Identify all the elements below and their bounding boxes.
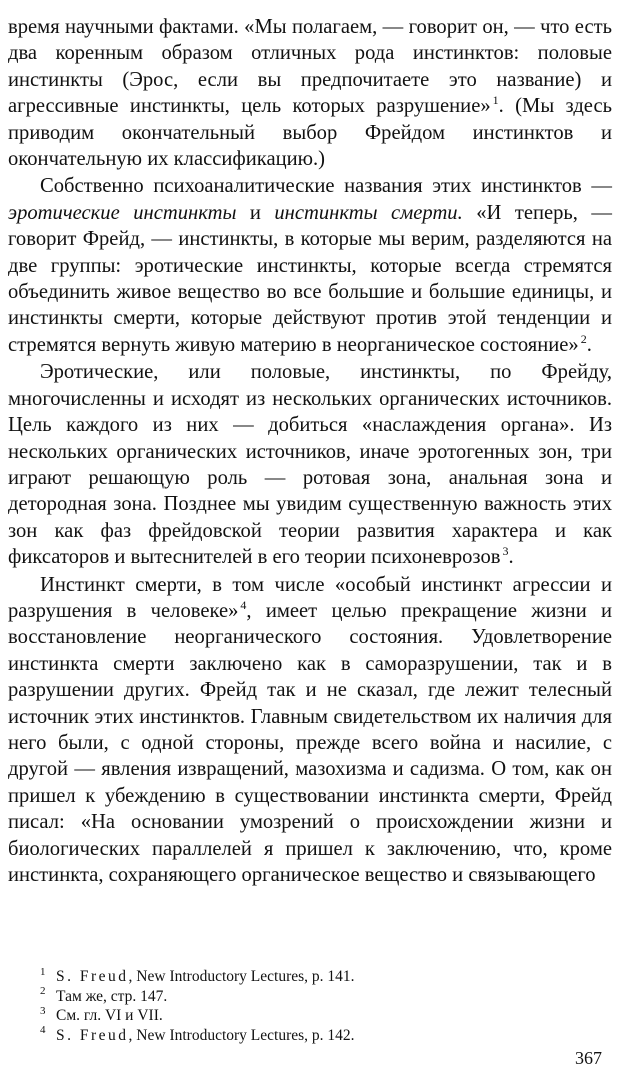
footnote-text: , New Introductory Lectures, p. 142. <box>128 1026 355 1044</box>
footnote-author: S. Freud <box>56 1026 129 1044</box>
footnote-ref: 3 <box>502 544 509 559</box>
text-run: Эротические, или половые, инстинкты, по Фрейду, многочисленны и исходят из нескольких органических источников. Цель каждого из них — добиться «наслаждения органа». Из нескольких органических источников, иначе эротогенных зон, три играют решающую роль — ротовая зона, анальная зона и детородная зона. Позднее мы увидим существенную важность этих зон как фаз фрейдовской теории развития характера и как фиксаторов и вытеснителей в его теории психоневрозов <box>8 361 612 569</box>
footnote-text: Там же, стр. 147. <box>56 987 168 1005</box>
body-text <box>8 14 612 888</box>
footnote: 2 Там же, стр. 147. <box>40 985 168 1005</box>
footnotes <box>40 967 600 1045</box>
text-run: время научными фактами. «Мы полагаем, — говорит он, — что есть два коренным образом отличных рода инстинктов: половые инстинкты (Эрос, если вы предпочитаете это название) и агрессивные инстинкты, цель которых разрушение» <box>8 16 612 118</box>
text-run: «И теперь, — говорит Фрейд, — инстинкты, в которые мы верим, разделяются на две группы: эротические инстинкты, которые всегда стремятся объединить живое вещество во все большие и большие единицы, и инстинкты смерти, которые действуют против этой тенденции и стремятся вернуть живую материю в неорганическое состояние» <box>8 201 612 356</box>
text-run: . <box>508 546 514 569</box>
italic-term: эротические инстинкты <box>8 201 237 224</box>
footnote-ref: 2 <box>580 332 587 347</box>
footnote-ref: 4 <box>240 598 247 613</box>
italic-term: инстинкты смерти. <box>274 201 463 224</box>
footnote-text: См. гл. VI и VII. <box>56 1007 163 1024</box>
text-run: Собственно психоаналитические названия этих инстинктов — <box>40 175 612 198</box>
footnote-author: S. Freud <box>56 968 129 985</box>
text-run: и <box>236 201 275 224</box>
text-run: Инстинкт смерти, в том числе «особый инстинкт агрессии и разрушения в человеке» <box>8 573 612 622</box>
footnote-text: , New Introductory Lectures, p. 141. <box>128 968 355 985</box>
page-number: 367 <box>575 1048 602 1068</box>
footnote-ref: 1 <box>492 93 499 108</box>
paragraph <box>8 14 612 172</box>
text-run: . <box>586 333 592 356</box>
footnote: 3 См. гл. VI и VII. <box>40 1004 163 1024</box>
paragraph <box>8 572 612 889</box>
footnote: 4 S. Freud, New Introductory Lectures, p. 142. <box>40 1024 355 1044</box>
paragraph <box>8 359 612 570</box>
text-run: . (Мы здесь приводим окончательный выбор Фрейдом инстинктов и окончательную их классификацию.) <box>8 95 612 171</box>
text-run: , имеет целью прекращение жизни и восстановление неорганического состояния. Удовлетворение инстинкта смерти заключено как в саморазрушении, так и в разрушении других. Фрейд так и не сказал, где лежит телесный источник этих инстинктов. Главным свидетельством их наличия для него были, с одной стороны, прежде всего война и насилие, с другой — явления извращений, мазохизма и садизма. О том, как он пришел к убеждению в существовании инстинкта смерти, Фрейд писал: «На основании умозрений о происхождении жизни и биологических параллелей я пришел к заключению, что, кроме инстинкта, сохраняющего органическое вещество и связывающего <box>8 599 613 886</box>
footnote: 1 S. Freud, New Introductory Lectures, p. 141. <box>40 965 355 985</box>
paragraph <box>8 173 612 358</box>
